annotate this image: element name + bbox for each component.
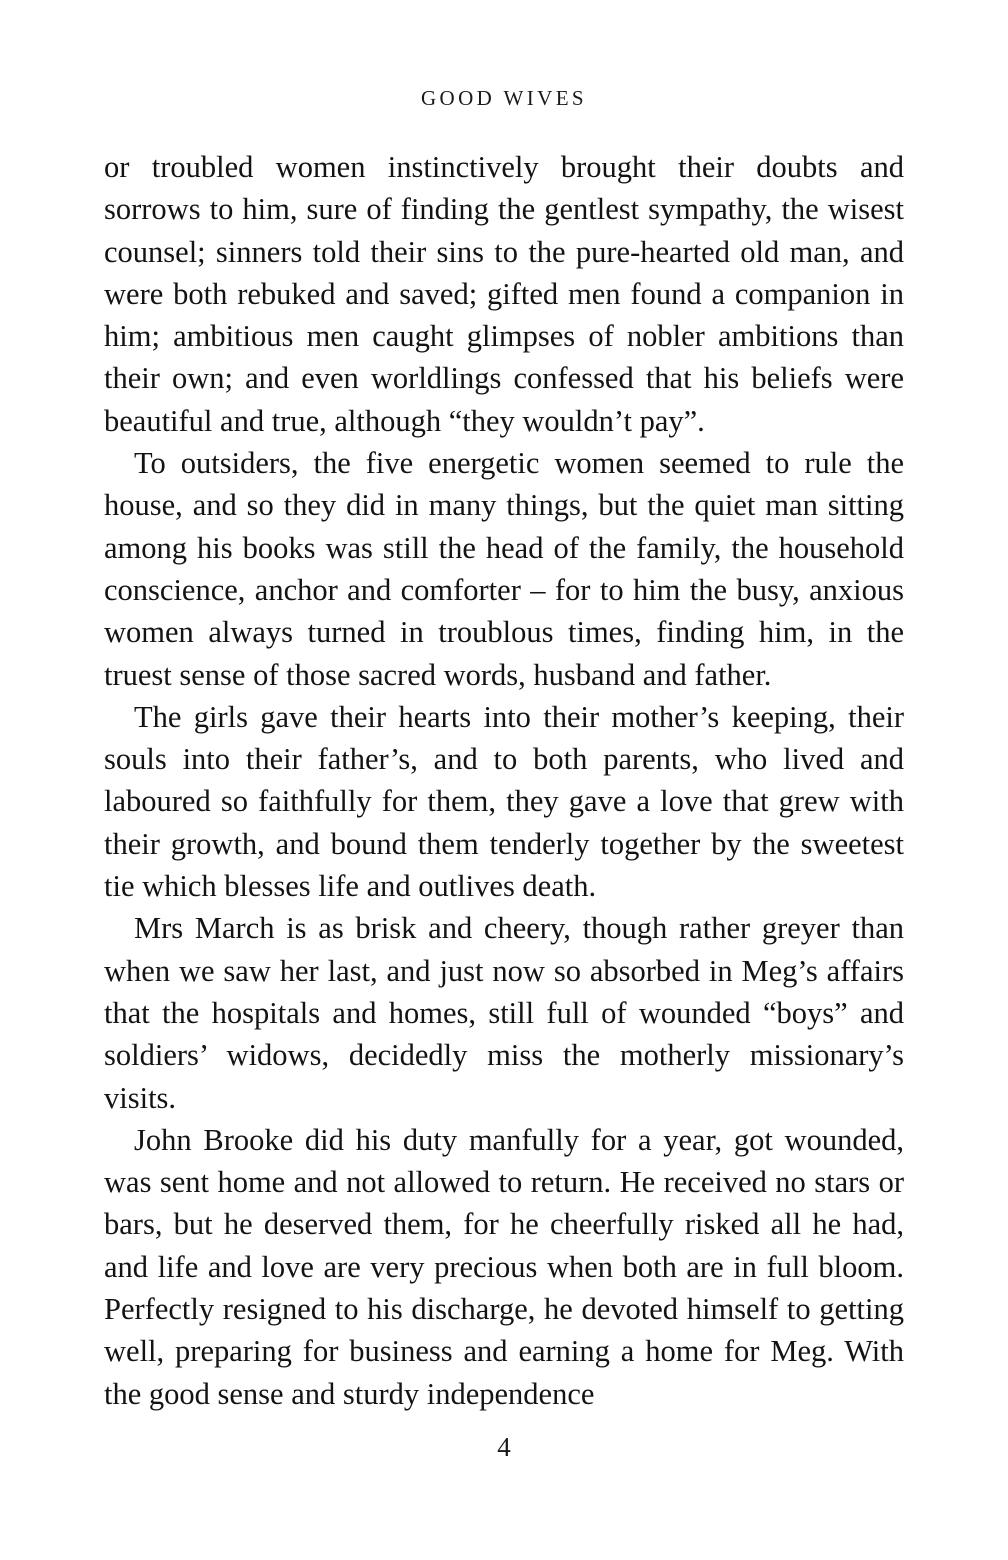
paragraph: or troubled women instinctively brought their doubts and sorrows to him, sure of finding the gentlest sympathy, the wisest counsel; sinners told their sins to the pure-hearted old man, and were both rebuked and saved; gifted men found a companion in him; ambitious men caught glimpses of nobler ambitions than their own; and even worldlings confessed that his beliefs were beautiful and true, although “they wouldn’t pay”.: [104, 150, 904, 438]
paragraph: John Brooke did his duty manfully for a year, got wounded, was sent home and not allowed to return. He received no stars or bars, but he deserved them, for he cheerfully risked all he had, and life and love are very precious when both are in full bloom. Perfectly resigned to his discharge, he devoted himself to getting well, preparing for business and earning a home for Meg. With the good sense and sturdy independence: [104, 1122, 904, 1411]
running-head: GOOD WIVES: [420, 86, 588, 110]
paragraph: To outsiders, the five energetic women seemed to rule the house, and so they did in many things, but the quiet man sitting among his books was still the head of the family, the household conscience, anchor and comforter – for to him the busy, anxious women always turned in troublous times, finding him, in the truest sense of those sacred words, husband and father.: [104, 446, 904, 692]
paragraph: Mrs March is as brisk and cheery, though rather greyer than when we saw her last, and just now so absorbed in Meg’s affairs that the hospitals and homes, still full of wounded “boys” and soldiers’ widows, decidedly miss the motherly missionary’s visits.: [104, 911, 904, 1115]
page-number: 4: [497, 1432, 511, 1462]
body-text: [104, 146, 904, 1415]
paragraph: The girls gave their hearts into their mother’s keeping, their souls into their father’s, and to both parents, who lived and laboured so faithfully for them, they gave a love that grew with their growth, and bound them tenderly together by the sweetest tie which blesses life and outlives death.: [104, 699, 904, 904]
